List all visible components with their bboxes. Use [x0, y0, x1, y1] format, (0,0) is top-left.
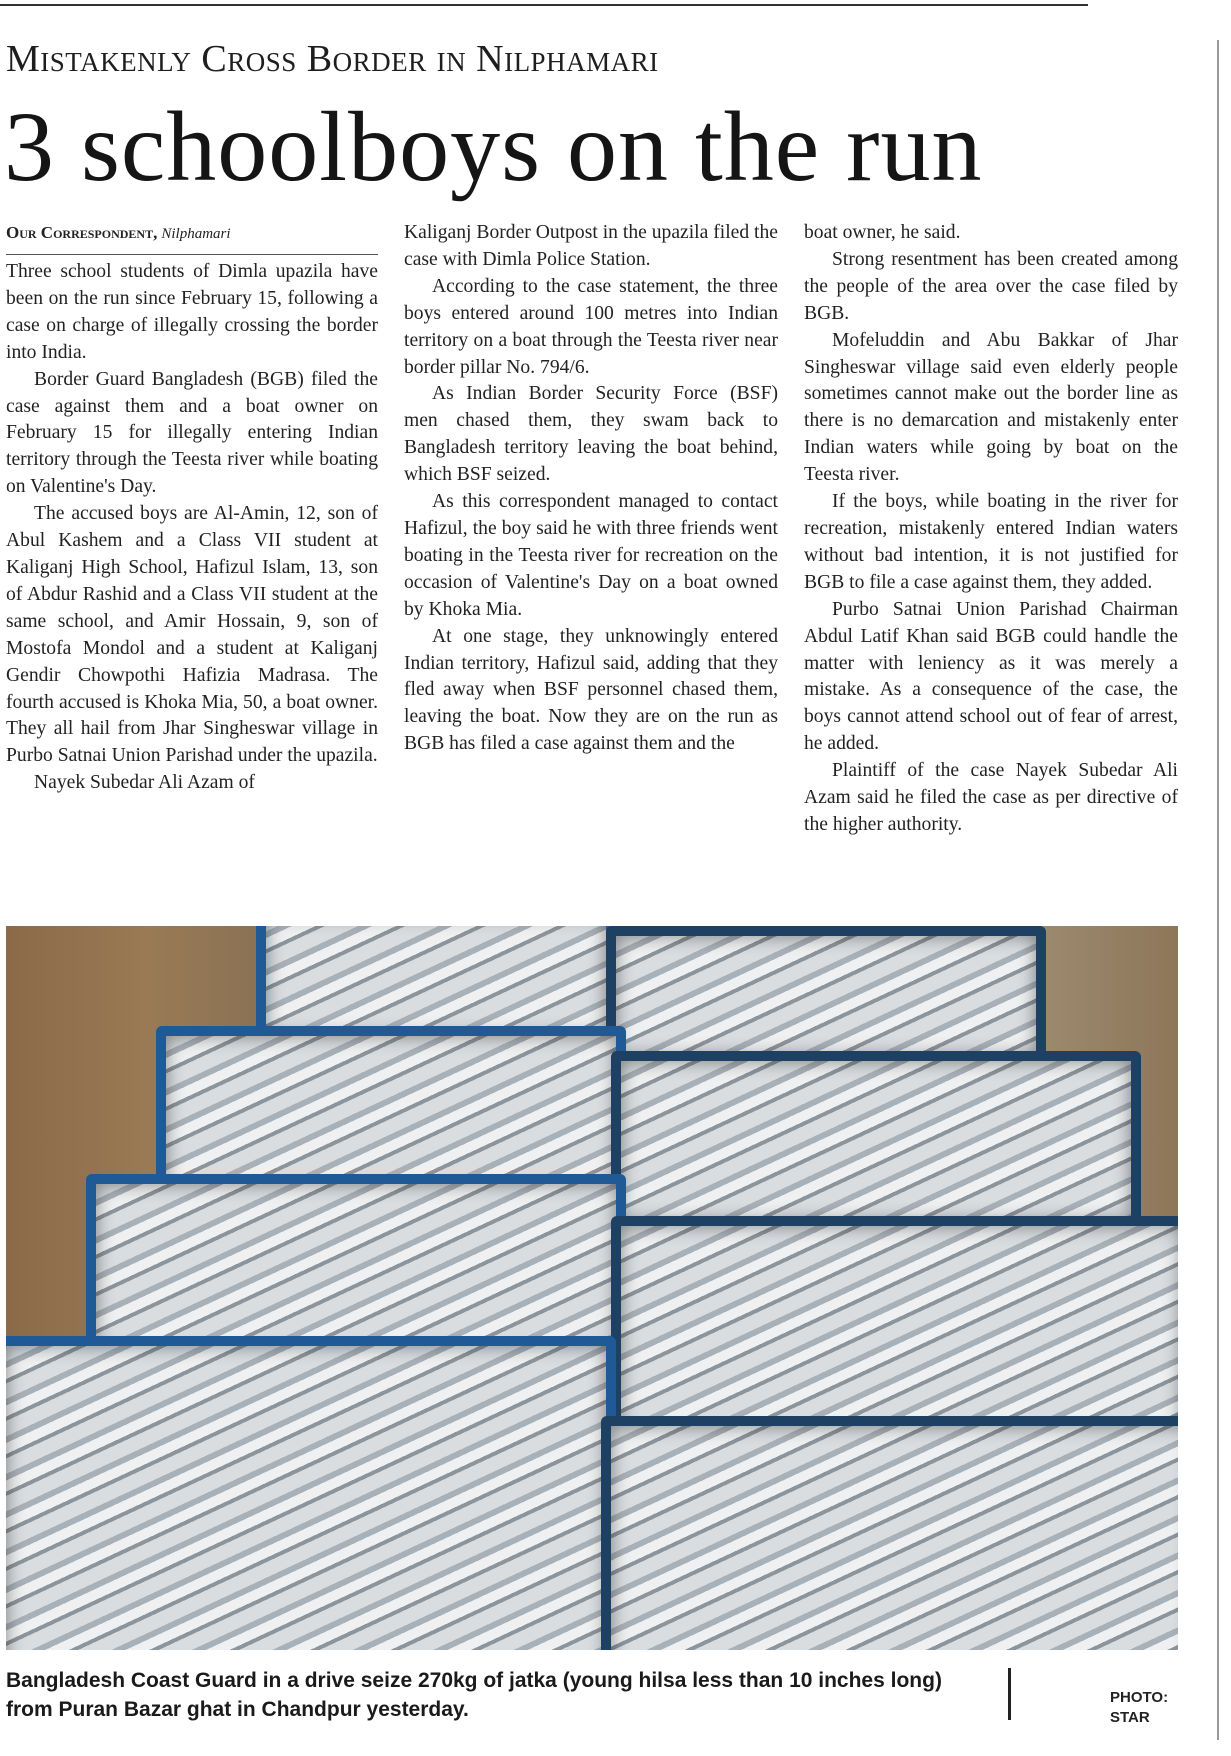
paragraph: Plaintiff of the case Nayek Subedar Ali Azam said he filed the case as per directive of the higher authority. — [804, 760, 1178, 835]
byline-role: Our Correspondent, — [6, 223, 158, 242]
byline-place: Nilphamari — [161, 226, 231, 242]
photo-caption: Bangladesh Coast Guard in a drive seize 270kg of jatka (young hilsa less than 10 inches long) from Puran Bazar ghat in Chandpur yesterday. — [6, 1669, 942, 1721]
paragraph: Purbo Satnai Union Parishad Chairman Abdul Latif Khan said BGB could handle the matter with leniency as it was merely a mistake. As a consequence of the case, the boys cannot attend school out of fear of arrest, he added. — [804, 598, 1178, 755]
paragraph: As Indian Border Security Force (BSF) men chased them, they swam back to Bangladesh territory leaving the boat behind, which BSF seized. — [404, 383, 778, 486]
top-rule — [0, 4, 1088, 6]
article-column-3 — [804, 220, 1178, 839]
fish-crate — [6, 1336, 616, 1650]
fish-crate — [606, 926, 1046, 1066]
article-column-2 — [404, 220, 778, 758]
paragraph: Kaliganj Border Outpost in the upazila filed the case with Dimla Police Station. — [404, 222, 778, 270]
paragraph: As this correspondent managed to contact Hafizul, the boy said he with three friends went boating in the Teesta river for recreation on the occasion of Valentine's Day on a boat owned by Khoka Mia. — [404, 491, 778, 620]
caption-divider — [1008, 1668, 1011, 1720]
paragraph: Nayek Subedar Ali Azam of — [34, 772, 255, 794]
photo-credit-label: PHOTO: — [1110, 1689, 1169, 1706]
paragraph: If the boys, while boating in the river for recreation, mistakenly entered Indian waters without bad intention, it is not justified for BGB to file a case against them, they added. — [804, 491, 1178, 593]
photo-credit — [1110, 1688, 1200, 1728]
paragraph: Mofeluddin and Abu Bakkar of Jhar Singheswar village said even elderly people sometimes cannot make out the border line as there is no demarcation and mistakenly enter Indian waters while going by boat on the Teesta river. — [804, 329, 1178, 486]
headline: 3 schoolboys on the run — [4, 91, 983, 202]
masthead-fragment — [1108, 0, 1231, 8]
news-photo — [6, 926, 1178, 1650]
paragraph: The accused boys are Al-Amin, 12, son of Abul Kashem and a Class VII student at Kaliganj High School, Hafizul Islam, 13, son of Abdur Rashid and a Class VII student at the same school, and Amir Hossain, 9, son of Mostofa Mondol and a student at Kaliganj Gendir Chowpothi Hafizia Madrasa. The fourth accused is Khoka Mia, 50, a boat owner. They all hail from Jhar Singheswar village in Purbo Satnai Union Parishad under the upazila. — [6, 503, 378, 767]
article-column-1 — [6, 220, 378, 797]
fish-crate — [611, 1051, 1141, 1231]
paragraph: According to the case statement, the three boys entered around 100 metres into Indian territory on a boat through the Teesta river near border pillar No. 794/6. — [404, 275, 778, 378]
photo-credit-source: STAR — [1110, 1709, 1150, 1726]
column-rule — [1217, 40, 1219, 1740]
paragraph: Three school students of Dimla upazila have been on the run since February 15, following a case on charge of illegally crossing the border into India. — [6, 261, 378, 363]
photo-caption-bar — [0, 1660, 1231, 1740]
paragraph: At one stage, they unknowingly entered Indian territory, Hafizul said, adding that they fled away when BSF personnel chased them, leaving the boat. Now they are on the run as BGB has filed a case against them and the — [404, 625, 778, 755]
paragraph: Strong resentment has been created among the people of the area over the case filed by BGB. — [804, 248, 1178, 324]
kicker: Mistakenly Cross Border in Nilphamari — [6, 38, 659, 80]
fish-crate — [611, 1216, 1178, 1446]
fish-crate — [601, 1416, 1178, 1650]
paragraph: Border Guard Bangladesh (BGB) filed the case against them and a boat owner on February 15 for illegally entering Indian territory through the Teesta river while boating on Valentine's Day. — [6, 368, 378, 498]
byline — [6, 220, 378, 255]
paragraph: boat owner, he said. — [804, 222, 961, 243]
